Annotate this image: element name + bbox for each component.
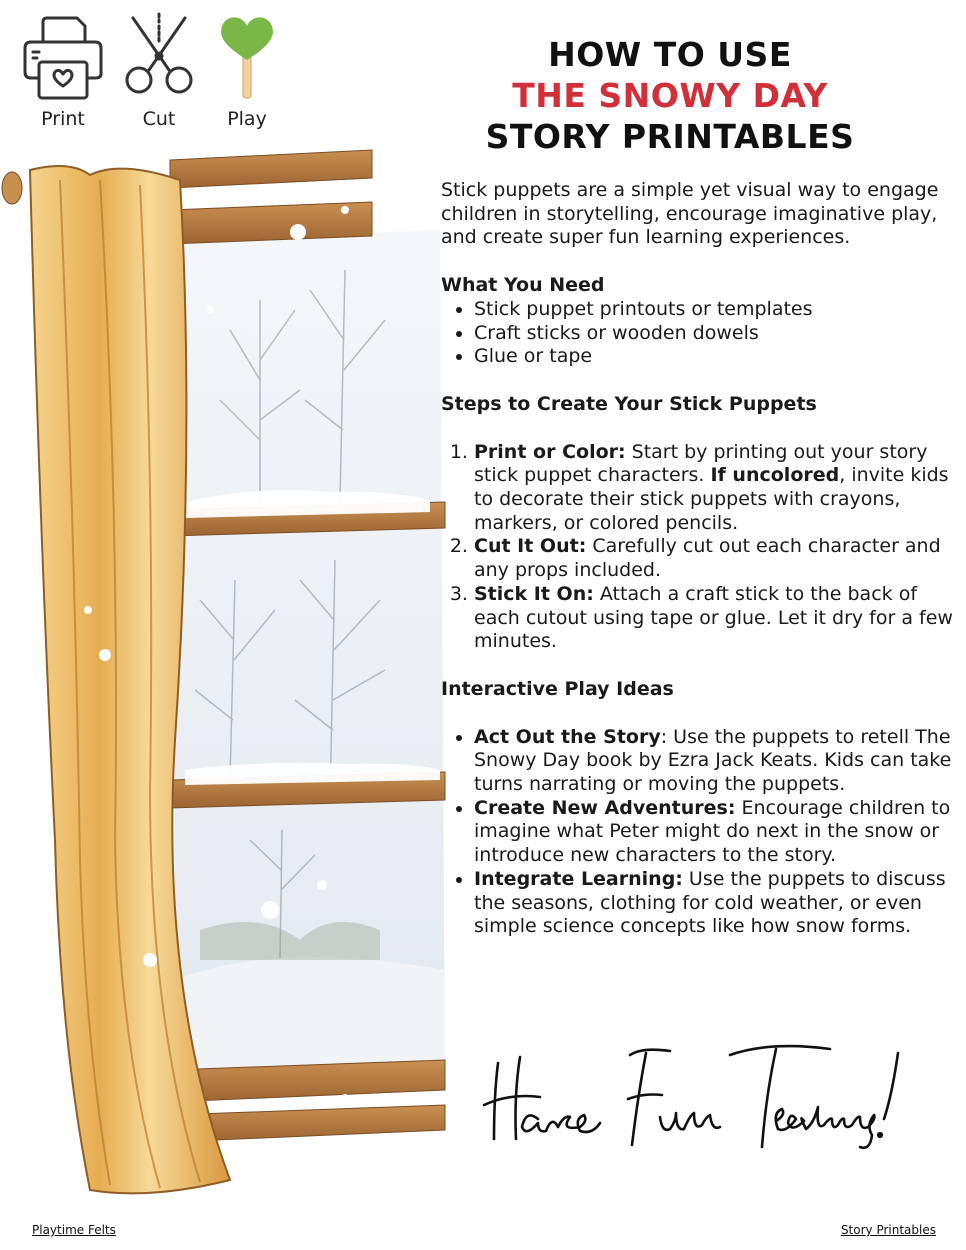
needs-list — [441, 298, 961, 369]
step-item: 3. Stick It On: Attach a craft stick to the back of each cutout using tape or glue. Let it dry for a few minutes. — [474, 583, 961, 654]
footer-story-printables-link[interactable]: Story Printables — [840, 1223, 936, 1237]
scissors-icon — [117, 12, 201, 102]
steps-list — [441, 441, 961, 654]
step-item: 1. Print or Color: Start by printing out your story stick puppet characters. If uncolored, invite kids to decorate their stick puppets with crayons, markers, or colored pencils. — [474, 441, 961, 536]
cut-label: Cut — [142, 108, 176, 130]
icon-row — [18, 12, 288, 137]
idea-item: • Create New Adventures: Encourage children to imagine what Peter might do next in the snow or introduce new characters to the story. — [474, 797, 961, 868]
title-line-3: STORY PRINTABLES — [485, 117, 855, 156]
list-item: • Glue or tape — [474, 345, 961, 369]
idea-label: Act Out the Story — [474, 725, 661, 748]
play-icon-group — [202, 12, 292, 132]
printer-icon — [21, 12, 105, 102]
cut-icon-group — [114, 12, 204, 132]
steps-heading: Steps to Create Your Stick Puppets — [441, 392, 817, 415]
step-label: Print or Color: — [474, 440, 626, 463]
title-line-2: THE SNOWY DAY — [512, 76, 828, 115]
list-item: • Craft sticks or wooden dowels — [474, 322, 961, 346]
step-label: Cut It Out: — [474, 535, 587, 558]
play-label: Play — [227, 108, 267, 130]
ideas-list — [441, 726, 961, 939]
needs-heading: What You Need — [441, 274, 605, 297]
ideas-heading: Interactive Play Ideas — [441, 677, 674, 700]
idea-item: • Integrate Learning: Use the puppets to discuss the seasons, clothing for cold weather, or even simple science concepts like how snow forms. — [474, 868, 961, 939]
window-curtain-illustration — [0, 140, 460, 1210]
footer-playtime-felts-link[interactable]: Playtime Felts — [32, 1223, 116, 1237]
print-label: Print — [41, 108, 85, 130]
instructions-content — [441, 179, 961, 939]
idea-label: Integrate Learning: — [474, 867, 683, 890]
step-item: 2. Cut It Out: Carefully cut out each character and any props included. — [474, 535, 961, 582]
page-title — [440, 34, 900, 157]
intro-paragraph: Stick puppets are a simple yet visual way to engage children in storytelling, encourage imaginative play, and create super fun learning experiences. — [441, 179, 939, 249]
print-icon-group — [18, 12, 108, 132]
idea-label: Create New Adventures: — [474, 796, 736, 819]
idea-item: • Act Out the Story: Use the puppets to retell The Snowy Day book by Ezra Jack Keats. Kids can take turns narrating or moving the puppets. — [474, 726, 961, 797]
heart-stick-icon — [205, 12, 289, 102]
step-label: Stick It On: — [474, 582, 594, 605]
list-item: • Stick puppet printouts or templates — [474, 298, 961, 322]
title-line-1: HOW TO USE — [548, 35, 792, 74]
have-fun-teaching-signature — [480, 1035, 940, 1155]
